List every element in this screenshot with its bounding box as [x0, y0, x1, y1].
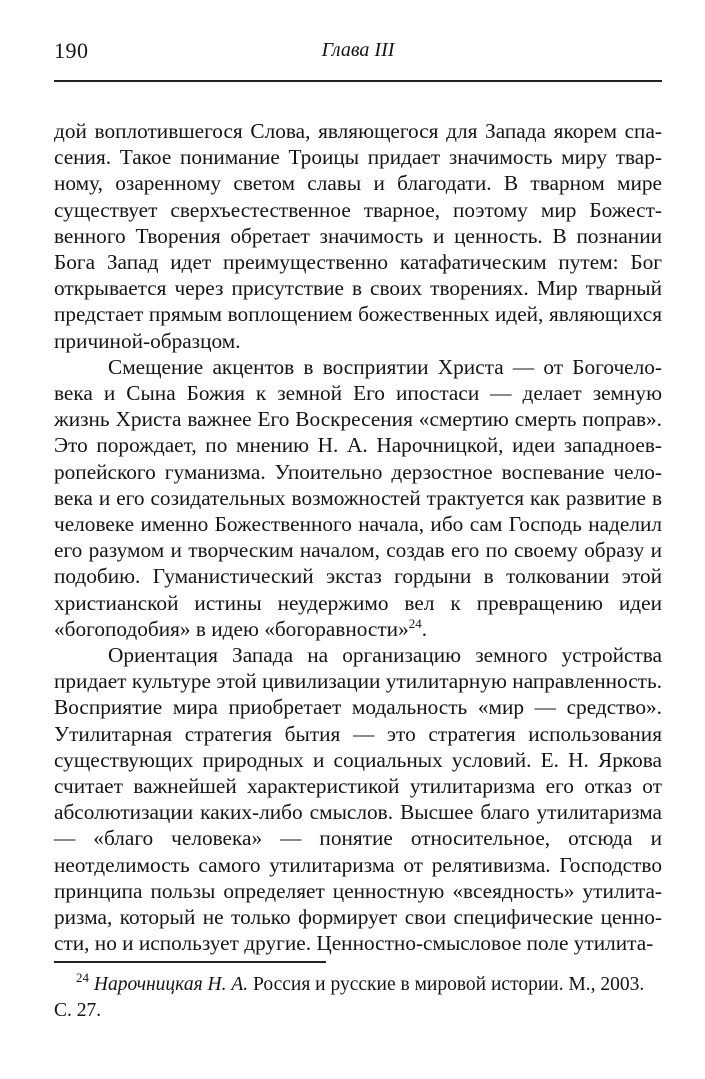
- footnote-number: 24: [76, 970, 89, 985]
- body-text: [54, 118, 662, 957]
- paragraph-2-tail: .: [421, 616, 428, 641]
- footnote-author: Нарочницкая Н. А.: [93, 974, 249, 995]
- paragraph-2: [54, 354, 662, 642]
- paragraph-1: [54, 118, 662, 354]
- paragraph-3-text: Ориентация Запада на организацию земного устройства придает культуре этой цивилизации утилитарную направленность. Восприятие мира приобретает модальность «мир — средство». Утилитарная стратегия бытия — это стратегия использования существующих природных и социальных условий. Е. Н. Яркова считает важнейшей характеристикой утилитаризма его отказ от абсолютизации каких-либо смыслов. Высшее благо утилитаризма — «благо человека» — понятие относительное, отсюда и неотделимость самого утилитаризма от релятивизма. Господство принципа пользы определяет ценностную «всеядность» утилитаризма, который не только формирует свои специфические ценности, но и использует другие. Ценностно-смысловое поле утилита-: [54, 643, 662, 956]
- footnote-text: Россия и русские в мировой истории. М., 2003. С. 27.: [54, 974, 645, 1021]
- paragraph-2-text: Смещение акцентов в восприятии Христа — от Богочеловека и Сына Божия к земной Его ипостаси — делает земную жизнь Христа важнее Его Воскресения «смертию смерть поправ». Это порождает, по мнению Н. А. Нарочницкой, идеи западноевропейского гуманизма. Упоительно дерзостное воспевание человека и его созидательных возможностей трактуется как развитие в человеке именно Божественного начала, ибо сам Господь наделил его разумом и творческим началом, создав его по своему образу и подобию. Гуманистический экстаз гордыни в толковании этой христианской истины неудержимо вел к превращению идеи «богоподобия» в идею «богоравности»: [54, 354, 662, 641]
- paragraph-1-text: дой воплотившегося Слова, являющегося для Запада якорем спасения. Такое понимание Троицы придает значимость миру тварному, озаренному светом славы и благодати. В тварном мире существует сверхъестественное тварное, поэтому мир Божественного Творения обретает значимость и ценность. В познании Бога Запад идет преимущественно катафатическим путем: Бог открывается через присутствие в своих творениях. Мир тварный предстает прямым воплощением божественных идей, являющихся причиной-образцом.: [54, 119, 662, 353]
- chapter-title: Глава III: [321, 39, 395, 61]
- header-rule: [54, 80, 662, 82]
- running-head: [54, 38, 662, 68]
- footnote-rule: [54, 961, 326, 963]
- footnote: [54, 972, 662, 1024]
- paragraph-3: [54, 642, 662, 956]
- page-number: 190: [54, 38, 89, 63]
- footnote-reference[interactable]: 24: [408, 615, 422, 631]
